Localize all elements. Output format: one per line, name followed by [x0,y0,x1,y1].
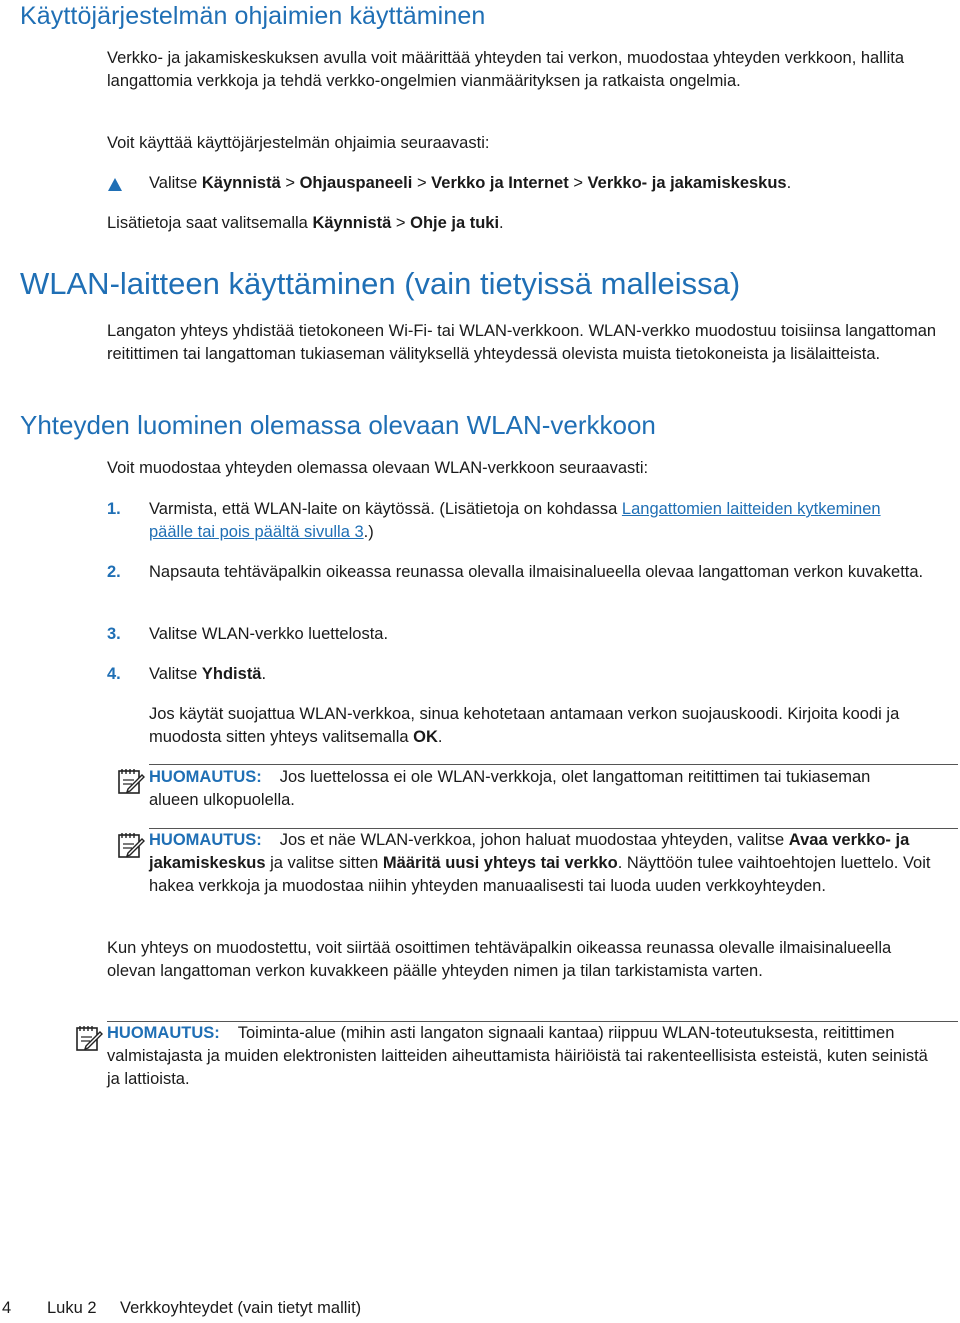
os-controls-bullet: Valitse Käynnistä > Ohjauspaneeli > Verkko ja Internet > Verkko- ja jakamiskeskus. [149,174,792,192]
os-controls-more-info: Lisätietoja saat valitsemalla Käynnistä > Ohje ja tuki. [107,214,504,232]
wlan-body: Langaton yhteys yhdistää tietokoneen Wi-Fi- tai WLAN-verkkoon. WLAN-verkko muodostuu toisiinsa langattoman reitittimen tai langattoman tukiaseman välityksellä yhteydessä olevista muista tietokoneista ja lisälaitteista. [107,322,937,363]
note-2: HUOMAUTUS: Jos et näe WLAN-verkkoa, johon haluat muodostaa yhteyden, valitse Avaa verkko- ja jakamiskeskus ja valitse sitten Määritä uusi yhteys tai verkko. Näyttöön tulee vaihtoehtojen luettelo. Voit hakea verkkoja ja muodostaa niihin yhteyden manuaalisesti tai luoda uuden verkkoyhteyden. [149,831,931,895]
step-number: 1. [107,500,121,518]
step-3: Valitse WLAN-verkko luettelosta. [149,625,389,643]
step-number: 4. [107,665,121,683]
step-number: 3. [107,625,121,643]
note-pad-icon [116,831,146,859]
step-2: Napsauta tehtäväpalkin oikeassa reunassa olevalla ilmaisinalueella olevaa langattoman verkon kuvaketta. [149,563,924,581]
note-pad-icon [116,767,146,795]
connect-intro: Voit muodostaa yhteyden olemassa olevaan WLAN-verkkoon seuraavasti: [107,459,649,477]
note-pad-icon [74,1024,104,1052]
section-title-wlan: WLAN-laitteen käyttäminen (vain tietyissä malleissa) [20,266,741,301]
note-1: HUOMAUTUS: Jos luettelossa ei ole WLAN-verkkoja, olet langattoman reitittimen tai tukiaseman alueen ulkopuolella. [149,768,871,809]
step-number: 2. [107,563,121,581]
chapter-label: Luku 2 [47,1299,97,1317]
chapter-title: Verkkoyhteydet (vain tietyt mallit) [120,1299,362,1317]
secured-network-text: Jos käytät suojattua WLAN-verkkoa, sinua kehotetaan antamaan verkon suojauskoodi. Kirjoita koodi ja muodosta sitten yhteys valitsemalla OK. [149,705,900,746]
note-rule [149,764,958,765]
step-1: Varmista, että WLAN-laite on käytössä. (Lisätietoja on kohdassa Langattomien laitteiden kytkeminen päälle tai pois päältä sivulla 3.) [149,500,881,541]
page-number: 4 [2,1299,12,1317]
section-title-connect-wlan: Yhteyden luominen olemassa olevaan WLAN-verkkoon [20,410,656,440]
note-3: HUOMAUTUS: Toiminta-alue (mihin asti langaton signaali kantaa) riippuu WLAN-toteutuksesta, reitittimen valmistajasta ja muiden elektronisten laitteiden aiheuttamista häiriöistä tai rakenteellisista esteistä, kuten seinistä ja lattioista. [107,1024,928,1088]
step-4: Valitse Yhdistä. [149,665,267,683]
link-wireless-devices[interactable]: Langattomien laitteiden kytkeminen päälle tai pois päältä sivulla 3 [149,500,881,541]
triangle-bullet-icon [108,178,122,191]
os-controls-how: Voit käyttää käyttöjärjestelmän ohjaimia seuraavasti: [107,134,490,152]
after-connect-text: Kun yhteys on muodostettu, voit siirtää osoittimen tehtäväpalkin oikeassa reunassa olevalle ilmaisinalueella olevan langattoman verkon kuvakkeen päälle yhteyden nimen ja tilan tarkistamista varten. [107,939,892,980]
section-title-os-controls: Käyttöjärjestelmän ohjaimien käyttäminen [20,2,486,30]
os-controls-intro: Verkko- ja jakamiskeskuksen avulla voit määrittää yhteyden tai verkon, muodostaa yhteyden verkkoon, hallita langattomia verkkoja ja tehdä verkko-ongelmien vianmäärityksen ja ratkaista ongelmia. [107,49,904,90]
